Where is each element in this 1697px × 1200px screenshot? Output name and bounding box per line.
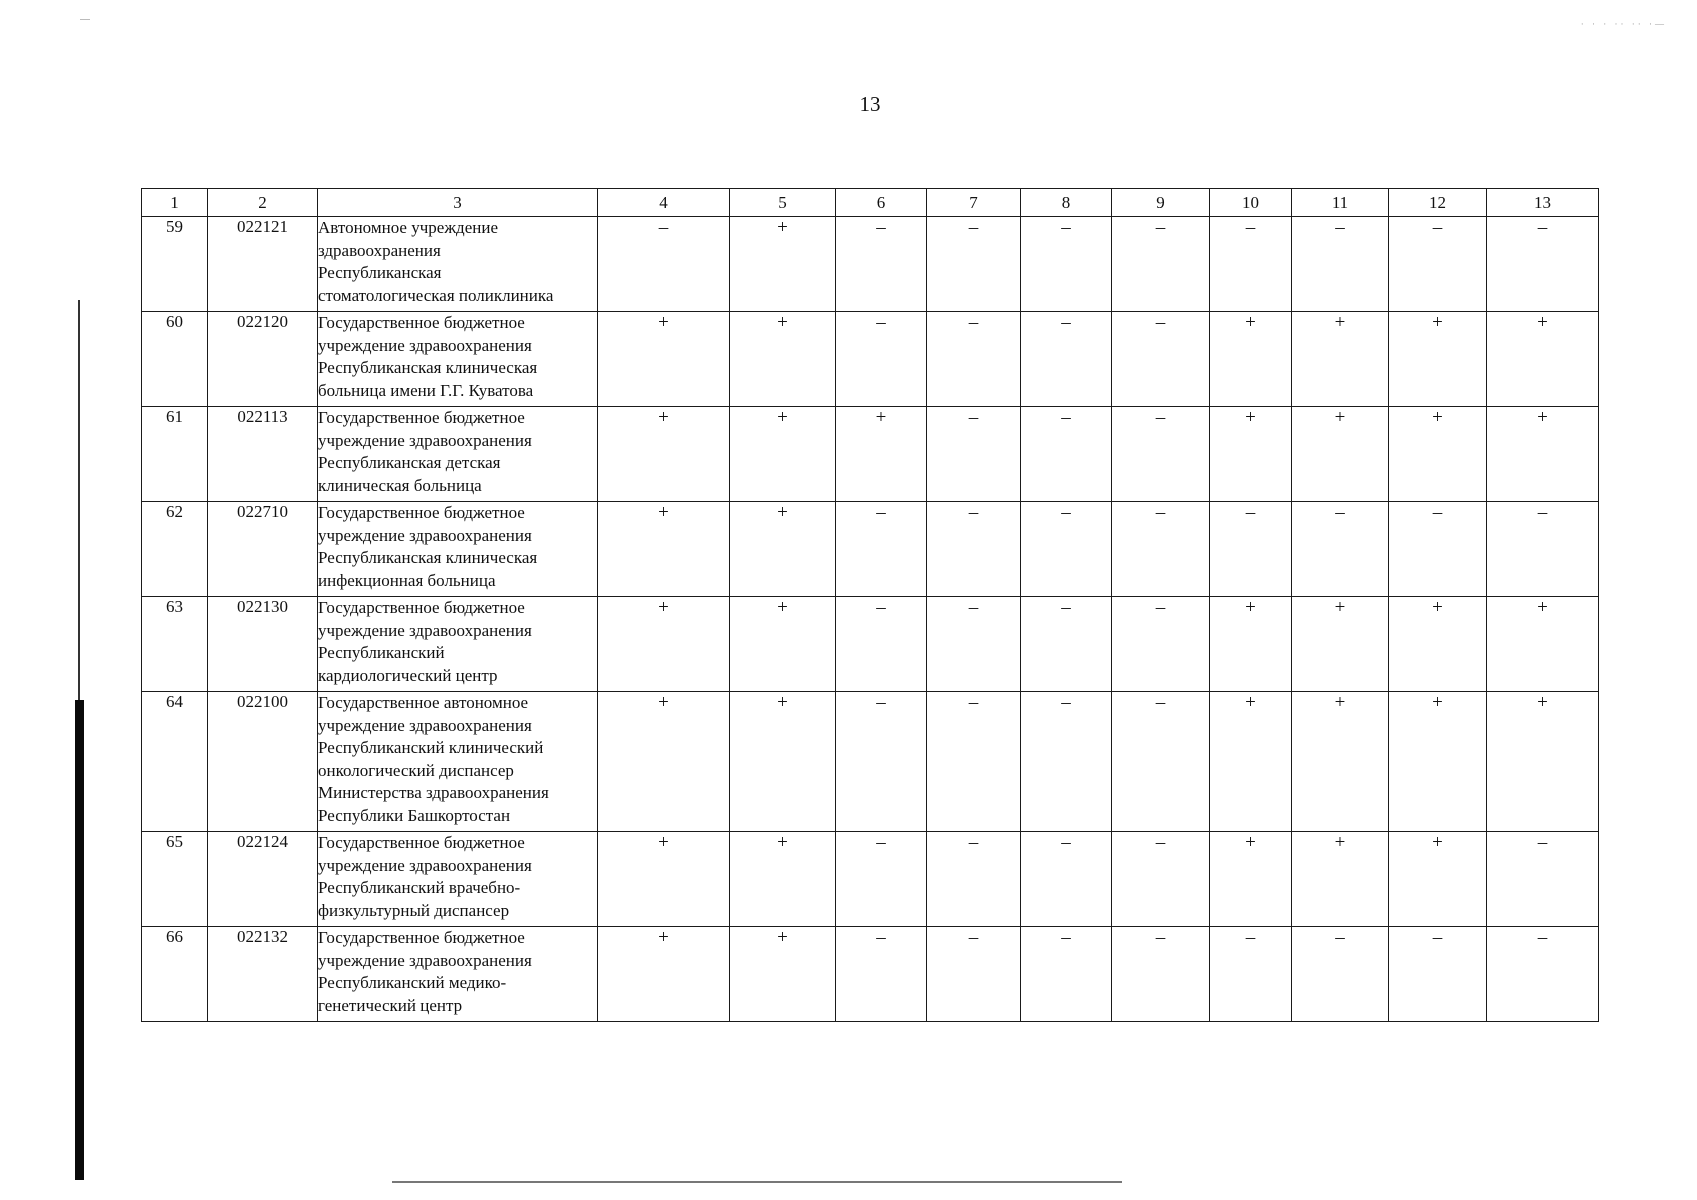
mark-cell: + [730, 217, 836, 312]
organization-name-line: Государственное бюджетное [318, 598, 525, 617]
organization-name-line: Республиканский [318, 643, 445, 662]
column-header: 7 [927, 189, 1021, 217]
mark-cell: + [1487, 692, 1599, 832]
mark-cell: + [1292, 312, 1389, 407]
scan-edge-line [78, 300, 80, 700]
table-row [142, 692, 1599, 832]
mark-cell: + [598, 597, 730, 692]
mark-cell: – [1112, 407, 1210, 502]
mark-cell: – [1021, 407, 1112, 502]
organization-name-line: Государственное бюджетное [318, 928, 525, 947]
mark-cell: + [1389, 692, 1487, 832]
column-header: 6 [836, 189, 927, 217]
mark-cell: + [1487, 597, 1599, 692]
organization-name-line: учреждение здравоохранения [318, 335, 532, 355]
row-number: 66 [142, 927, 208, 1022]
mark-cell: + [598, 312, 730, 407]
mark-cell: – [1112, 312, 1210, 407]
page-number: 13 [859, 92, 881, 116]
mark-cell: – [836, 927, 927, 1022]
mark-cell: + [1389, 407, 1487, 502]
organization-name-line: учреждение здравоохранения [318, 525, 532, 545]
mark-cell: + [1389, 312, 1487, 407]
mark-cell: – [1112, 597, 1210, 692]
mark-cell: – [836, 312, 927, 407]
organization-code: 022120 [208, 312, 318, 407]
organization-name-line: Республиканская [318, 263, 442, 282]
mark-cell: + [836, 407, 927, 502]
mark-cell: + [1292, 407, 1389, 502]
organization-code: 022124 [208, 832, 318, 927]
table-row [142, 502, 1599, 597]
organization-name [318, 832, 598, 927]
mark-cell: – [1487, 832, 1599, 927]
column-header: 4 [598, 189, 730, 217]
mark-cell: + [1487, 407, 1599, 502]
row-number: 64 [142, 692, 208, 832]
organization-name [318, 597, 598, 692]
mark-cell: – [1021, 217, 1112, 312]
mark-cell: + [1389, 597, 1487, 692]
organization-name-line: Республиканский медико- [318, 973, 507, 992]
column-header: 13 [1487, 189, 1599, 217]
mark-cell: – [1487, 217, 1599, 312]
organization-name [318, 217, 598, 312]
mark-cell: + [730, 407, 836, 502]
organization-name [318, 407, 598, 502]
organization-code: 022100 [208, 692, 318, 832]
mark-cell: + [730, 502, 836, 597]
mark-cell: – [836, 502, 927, 597]
table-row [142, 832, 1599, 927]
mark-cell: – [1210, 502, 1292, 597]
mark-cell: – [1112, 502, 1210, 597]
organization-code: 022113 [208, 407, 318, 502]
mark-cell: – [927, 832, 1021, 927]
mark-cell: – [927, 312, 1021, 407]
mark-cell: + [1292, 692, 1389, 832]
mark-cell: – [927, 502, 1021, 597]
bottom-rule [392, 1181, 1122, 1183]
organization-name-line: кардиологический центр [318, 665, 498, 685]
mark-cell: – [836, 832, 927, 927]
mark-cell: – [1112, 217, 1210, 312]
mark-cell: + [1210, 407, 1292, 502]
mark-cell: – [1112, 832, 1210, 927]
organization-name-line: учреждение здравоохранения [318, 620, 532, 640]
row-number: 59 [142, 217, 208, 312]
organization-name-line: здравоохранения [318, 240, 441, 260]
mark-cell: + [598, 407, 730, 502]
organization-code: 022130 [208, 597, 318, 692]
mark-cell: – [927, 217, 1021, 312]
organization-name-line: больница имени Г.Г. Куватова [318, 380, 534, 400]
mark-cell: + [730, 832, 836, 927]
row-number: 65 [142, 832, 208, 927]
organization-name-line: Республиканская детская [318, 453, 501, 472]
organization-code: 022132 [208, 927, 318, 1022]
mark-cell: + [730, 692, 836, 832]
mark-cell: – [598, 217, 730, 312]
scan-artifact-left [80, 19, 90, 20]
mark-cell: – [927, 927, 1021, 1022]
mark-cell: – [1021, 927, 1112, 1022]
registry-table [141, 188, 1599, 1022]
mark-cell: – [1210, 217, 1292, 312]
mark-cell: – [1021, 832, 1112, 927]
mark-cell: – [927, 597, 1021, 692]
organization-name-line: Государственное бюджетное [318, 833, 525, 852]
organization-name-line: Государственное бюджетное [318, 313, 525, 332]
column-header: 9 [1112, 189, 1210, 217]
organization-name-line: стоматологическая поликлиника [318, 285, 554, 305]
row-number: 63 [142, 597, 208, 692]
column-header: 5 [730, 189, 836, 217]
mark-cell: + [1210, 312, 1292, 407]
organization-name [318, 692, 598, 832]
column-header: 12 [1389, 189, 1487, 217]
mark-cell: – [1487, 502, 1599, 597]
mark-cell: – [1292, 927, 1389, 1022]
table-row [142, 312, 1599, 407]
organization-code: 022121 [208, 217, 318, 312]
organization-name-line: онкологический диспансер [318, 760, 514, 780]
mark-cell: – [1292, 217, 1389, 312]
organization-name-line: Государственное автономное [318, 693, 529, 712]
mark-cell: – [1487, 927, 1599, 1022]
organization-name-line: Республиканский клинический [318, 738, 544, 757]
mark-cell: + [598, 927, 730, 1022]
row-number: 62 [142, 502, 208, 597]
mark-cell: – [1112, 692, 1210, 832]
table-row [142, 597, 1599, 692]
organization-name-line: Государственное бюджетное [318, 503, 525, 522]
scan-artifact-right: · · · ·· ·· ·— [1580, 19, 1667, 29]
mark-cell: + [1487, 312, 1599, 407]
scan-edge-bar [75, 700, 84, 1180]
column-header: 10 [1210, 189, 1292, 217]
organization-name-line: Министерства здравоохранения [318, 783, 549, 802]
mark-cell: + [1292, 597, 1389, 692]
organization-name-line: Республиканский врачебно- [318, 878, 521, 897]
mark-cell: + [1210, 597, 1292, 692]
column-header: 3 [318, 189, 598, 217]
organization-name-line: учреждение здравоохранения [318, 430, 532, 450]
mark-cell: + [730, 312, 836, 407]
mark-cell: – [927, 407, 1021, 502]
column-header: 11 [1292, 189, 1389, 217]
mark-cell: + [1389, 832, 1487, 927]
column-header: 1 [142, 189, 208, 217]
mark-cell: – [1389, 927, 1487, 1022]
organization-name-line: Автономное учреждение [318, 218, 498, 237]
column-header: 8 [1021, 189, 1112, 217]
organization-name-line: генетический центр [318, 995, 463, 1015]
table-row [142, 927, 1599, 1022]
mark-cell: + [1210, 832, 1292, 927]
mark-cell: – [1112, 927, 1210, 1022]
column-header: 2 [208, 189, 318, 217]
mark-cell: – [1021, 692, 1112, 832]
mark-cell: + [730, 927, 836, 1022]
mark-cell: – [1389, 502, 1487, 597]
mark-cell: + [1210, 692, 1292, 832]
organization-name-line: учреждение здравоохранения [318, 855, 532, 875]
organization-name [318, 312, 598, 407]
table-row [142, 407, 1599, 502]
organization-name-line: Государственное бюджетное [318, 408, 525, 427]
row-number: 61 [142, 407, 208, 502]
organization-name-line: клиническая больница [318, 475, 482, 495]
organization-name-line: учреждение здравоохранения [318, 950, 532, 970]
organization-name-line: инфекционная больница [318, 570, 496, 590]
header-row [142, 189, 1599, 217]
mark-cell: – [1021, 312, 1112, 407]
organization-code: 022710 [208, 502, 318, 597]
organization-name [318, 927, 598, 1022]
mark-cell: – [1389, 217, 1487, 312]
mark-cell: – [1210, 927, 1292, 1022]
mark-cell: + [1292, 832, 1389, 927]
row-number: 60 [142, 312, 208, 407]
mark-cell: – [1292, 502, 1389, 597]
mark-cell: + [598, 692, 730, 832]
table-row [142, 217, 1599, 312]
organization-name-line: Республики Башкортостан [318, 805, 511, 825]
organization-name-line: Республиканская клиническая [318, 548, 538, 567]
table-body [142, 217, 1599, 1022]
mark-cell: – [836, 217, 927, 312]
mark-cell: – [927, 692, 1021, 832]
mark-cell: + [730, 597, 836, 692]
organization-name-line: Республиканская клиническая [318, 358, 538, 377]
organization-name-line: физкультурный диспансер [318, 900, 510, 920]
mark-cell: + [598, 832, 730, 927]
mark-cell: – [836, 597, 927, 692]
mark-cell: – [836, 692, 927, 832]
organization-name-line: учреждение здравоохранения [318, 715, 532, 735]
mark-cell: + [598, 502, 730, 597]
mark-cell: – [1021, 502, 1112, 597]
organization-name [318, 502, 598, 597]
mark-cell: – [1021, 597, 1112, 692]
